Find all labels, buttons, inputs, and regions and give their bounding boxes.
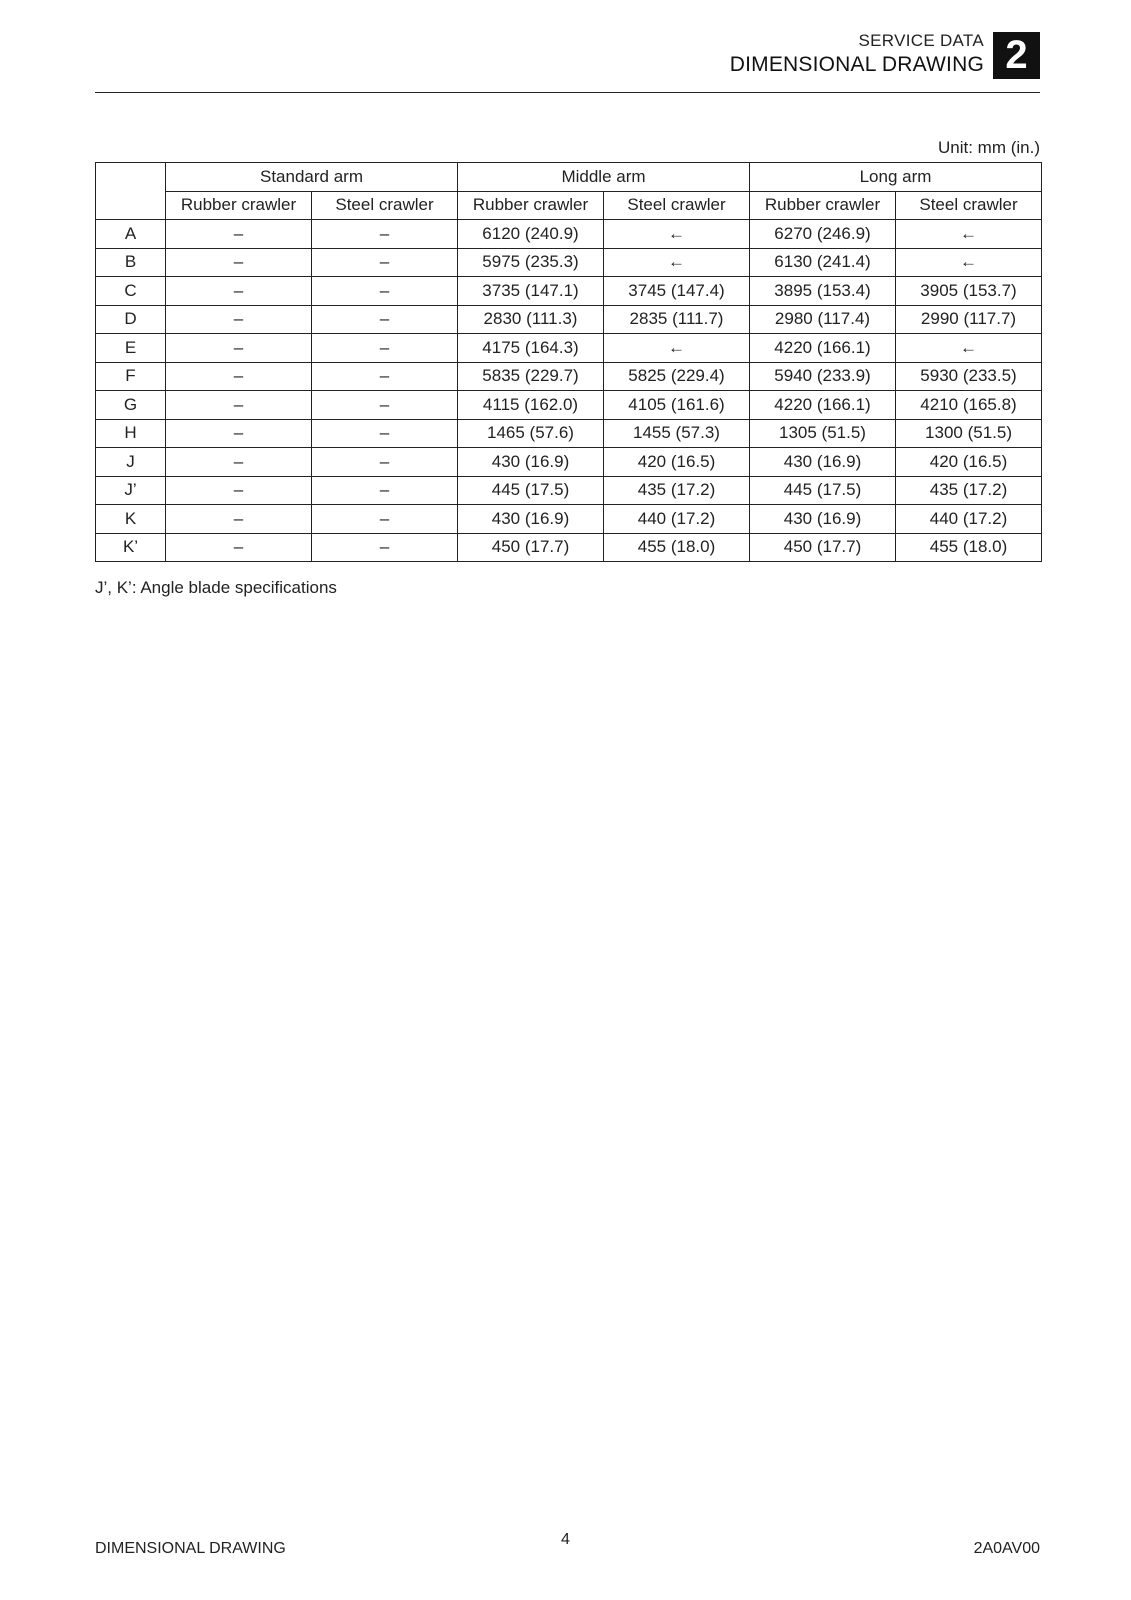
table-cell: – [312, 277, 458, 306]
header-text [730, 30, 984, 78]
table-row [96, 362, 1042, 391]
table-row [96, 419, 1042, 448]
table-cell: 430 (16.9) [750, 448, 896, 477]
table-cell: 445 (17.5) [458, 476, 604, 505]
table-cell: – [312, 362, 458, 391]
table-cell: 4220 (166.1) [750, 391, 896, 420]
table-row [96, 476, 1042, 505]
table-row [96, 391, 1042, 420]
table-cell: 420 (16.5) [604, 448, 750, 477]
table-cell: 455 (18.0) [604, 533, 750, 562]
table-cell: 1465 (57.6) [458, 419, 604, 448]
subheader-cell: Steel crawler [604, 191, 750, 220]
table-cell: 5940 (233.9) [750, 362, 896, 391]
table-cell: 2990 (117.7) [896, 305, 1042, 334]
table-cell: 1305 (51.5) [750, 419, 896, 448]
table-cell: 2835 (111.7) [604, 305, 750, 334]
table-subheader-row [96, 191, 1042, 220]
table-row [96, 448, 1042, 477]
row-label-cell: D [96, 305, 166, 334]
table-cell: – [312, 220, 458, 249]
table-cell: 435 (17.2) [604, 476, 750, 505]
table-cell: 6130 (241.4) [750, 248, 896, 277]
table-cell: ← [896, 334, 1042, 363]
table-cell: – [166, 334, 312, 363]
row-label-cell: B [96, 248, 166, 277]
table-cell: 440 (17.2) [896, 505, 1042, 534]
table-cell: 5975 (235.3) [458, 248, 604, 277]
table-cell: – [166, 277, 312, 306]
table-cell: 4220 (166.1) [750, 334, 896, 363]
subheader-cell: Rubber crawler [166, 191, 312, 220]
row-label-cell: K [96, 505, 166, 534]
table-cell: – [166, 505, 312, 534]
table-cell: 440 (17.2) [604, 505, 750, 534]
table-cell: 3895 (153.4) [750, 277, 896, 306]
table-cell: – [312, 248, 458, 277]
document-code: 2A0AV00 [973, 1540, 1040, 1557]
row-label-cell: A [96, 220, 166, 249]
table-cell: 2980 (117.4) [750, 305, 896, 334]
table-cell: 2830 (111.3) [458, 305, 604, 334]
table-group-header-row [96, 163, 1042, 192]
table-body [96, 220, 1042, 562]
table-cell: 420 (16.5) [896, 448, 1042, 477]
table-cell: 450 (17.7) [750, 533, 896, 562]
group-header-long-arm: Long arm [750, 163, 1042, 192]
table-cell: – [166, 248, 312, 277]
footer-section-title: DIMENSIONAL DRAWING [95, 1540, 286, 1557]
table-cell: – [166, 362, 312, 391]
header-title: DIMENSIONAL DRAWING [729, 53, 984, 76]
table-cell: 5835 (229.7) [458, 362, 604, 391]
table-cell: – [312, 476, 458, 505]
table-row [96, 248, 1042, 277]
chapter-badge: 2 [993, 32, 1040, 79]
table-cell: – [166, 419, 312, 448]
table-row [96, 533, 1042, 562]
table-cell: – [166, 220, 312, 249]
row-label-cell: K’ [96, 533, 166, 562]
subheader-cell: Rubber crawler [458, 191, 604, 220]
table-cell: 6270 (246.9) [750, 220, 896, 249]
table-cell: 3905 (153.7) [896, 277, 1042, 306]
table-cell: 5825 (229.4) [604, 362, 750, 391]
table-cell: – [312, 334, 458, 363]
row-label-cell: E [96, 334, 166, 363]
table-cell: 5930 (233.5) [896, 362, 1042, 391]
table-cell: 6120 (240.9) [458, 220, 604, 249]
row-label-cell: H [96, 419, 166, 448]
table-cell: 430 (16.9) [750, 505, 896, 534]
unit-note: Unit: mm (in.) [938, 138, 1040, 157]
table-cell: 430 (16.9) [458, 505, 604, 534]
table-cell: ← [604, 334, 750, 363]
table-cell: – [312, 305, 458, 334]
table-cell: – [166, 533, 312, 562]
table-cell: 3745 (147.4) [604, 277, 750, 306]
table-cell: – [312, 448, 458, 477]
footnote: J’, K’: Angle blade specifications [95, 578, 337, 597]
table-cell: 430 (16.9) [458, 448, 604, 477]
table-cell: ← [604, 248, 750, 277]
table-cell: ← [896, 248, 1042, 277]
table-cell: 4210 (165.8) [896, 391, 1042, 420]
page-header [95, 28, 1040, 93]
table-corner-cell [96, 163, 166, 220]
page-number: 4 [561, 1531, 570, 1548]
table-cell: – [166, 305, 312, 334]
row-label-cell: G [96, 391, 166, 420]
table-cell: – [312, 391, 458, 420]
table-cell: – [166, 391, 312, 420]
table-row [96, 220, 1042, 249]
table-cell: 435 (17.2) [896, 476, 1042, 505]
table-row [96, 334, 1042, 363]
subheader-cell: Steel crawler [312, 191, 458, 220]
table-cell: 445 (17.5) [750, 476, 896, 505]
table-row [96, 505, 1042, 534]
table-cell: 450 (17.7) [458, 533, 604, 562]
table-cell: – [312, 533, 458, 562]
subheader-cell: Rubber crawler [750, 191, 896, 220]
table-row [96, 277, 1042, 306]
group-header-middle-arm: Middle arm [458, 163, 750, 192]
group-header-standard-arm: Standard arm [166, 163, 458, 192]
header-section: SERVICE DATA [858, 31, 984, 50]
table-cell: ← [896, 220, 1042, 249]
row-label-cell: J [96, 448, 166, 477]
table-cell: – [166, 476, 312, 505]
table-cell: 455 (18.0) [896, 533, 1042, 562]
table-cell: 1300 (51.5) [896, 419, 1042, 448]
row-label-cell: C [96, 277, 166, 306]
row-label-cell: J’ [96, 476, 166, 505]
table-cell: – [312, 505, 458, 534]
table-cell: – [312, 419, 458, 448]
table-cell: 4105 (161.6) [604, 391, 750, 420]
table-cell: ← [604, 220, 750, 249]
dimension-table [95, 162, 1042, 562]
table-cell: 4115 (162.0) [458, 391, 604, 420]
table-cell: – [166, 448, 312, 477]
table-cell: 1455 (57.3) [604, 419, 750, 448]
table-cell: 3735 (147.1) [458, 277, 604, 306]
subheader-cell: Steel crawler [896, 191, 1042, 220]
table-cell: 4175 (164.3) [458, 334, 604, 363]
table-row [96, 305, 1042, 334]
row-label-cell: F [96, 362, 166, 391]
